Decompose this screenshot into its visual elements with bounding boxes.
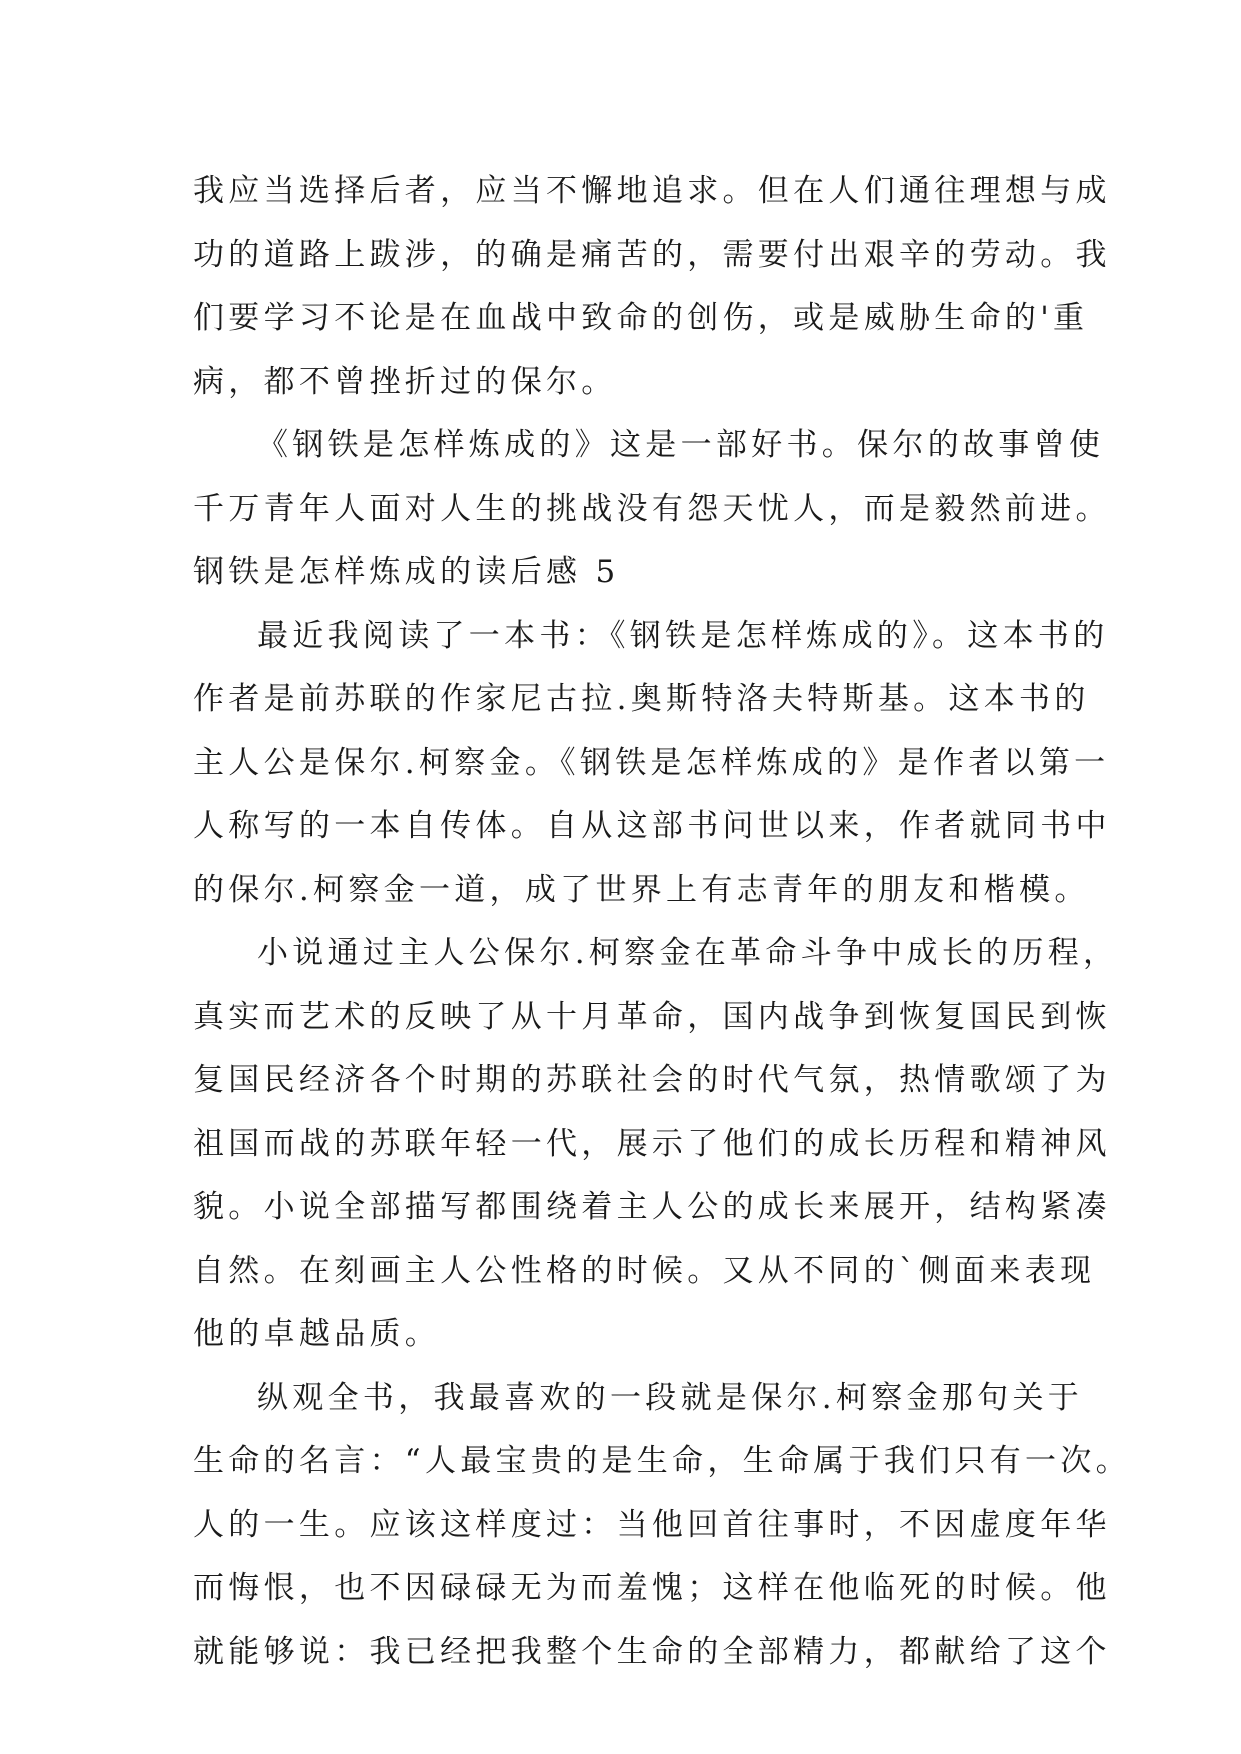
text-line: 主人公是保尔.柯察金。《钢铁是怎样炼成的》是作者以第一 bbox=[193, 744, 1110, 781]
text-line: 千万青年人面对人生的挑战没有怨天忧人，而是毅然前进。 bbox=[193, 490, 1111, 527]
text-line: 就能够说：我已经把我整个生命的全部精力，都献给了这个 bbox=[193, 1633, 1111, 1670]
text-line: 的保尔.柯察金一道，成了世界上有志青年的朋友和楷模。 bbox=[193, 871, 1090, 908]
text-line: 们要学习不论是在血战中致命的创伤，或是威胁生命的'重 bbox=[193, 300, 1089, 336]
text-line: 自然。在刻画主人公性格的时候。又从不同的`侧面来表现 bbox=[193, 1252, 1096, 1289]
document-body bbox=[193, 160, 1131, 1684]
text-line: 他的卓越品质。 bbox=[193, 1316, 441, 1352]
text-line: 而悔恨，也不因碌碌无为而羞愧；这样在他临死的时候。他 bbox=[193, 1570, 1111, 1606]
text-line: 复国民经济各个时期的苏联社会的时代气氛，热情歌颂了为 bbox=[193, 1062, 1111, 1098]
text-line: 祖国而战的苏联年轻一代，展示了他们的成长历程和精神风 bbox=[193, 1125, 1111, 1162]
text-line: 人称写的一本自传体。自从这部书问世以来，作者就同书中 bbox=[193, 808, 1111, 844]
text-line: 真实而艺术的反映了从十月革命，国内战争到恢复国民到恢 bbox=[193, 998, 1111, 1035]
section-heading: 钢铁是怎样炼成的读后感 5 bbox=[193, 554, 620, 590]
paragraph-first-line: 小说通过主人公保尔.柯察金在革命斗争中成长的历程， bbox=[257, 935, 1119, 971]
text-line: 人的一生。应该这样度过：当他回首往事时，不因虚度年华 bbox=[193, 1506, 1111, 1543]
text-line: 病，都不曾挫折过的保尔。 bbox=[193, 363, 617, 400]
text-line: 我应当选择后者，应当不懈地追求。但在人们通往理想与成 bbox=[193, 173, 1111, 209]
paragraph-first-line: 《钢铁是怎样炼成的》这是一部好书。保尔的故事曾使 bbox=[257, 427, 1105, 463]
paragraph-first-line: 纵观全书，我最喜欢的一段就是保尔.柯察金那句关于 bbox=[257, 1379, 1084, 1416]
text-line: 功的道路上跋涉，的确是痛苦的，需要付出艰辛的劳动。我 bbox=[193, 236, 1111, 273]
paragraph-first-line: 最近我阅读了一本书：《钢铁是怎样炼成的》。这本书的 bbox=[257, 617, 1109, 654]
text-line: 作者是前苏联的作家尼古拉.奥斯特洛夫特斯基。这本书的 bbox=[193, 681, 1090, 717]
text-line: 貌。小说全部描写都围绕着主人公的成长来展开，结构紧凑 bbox=[193, 1189, 1111, 1225]
text-line: 生命的名言：“人最宝贵的是生命，生命属于我们只有一次。 bbox=[193, 1443, 1131, 1479]
